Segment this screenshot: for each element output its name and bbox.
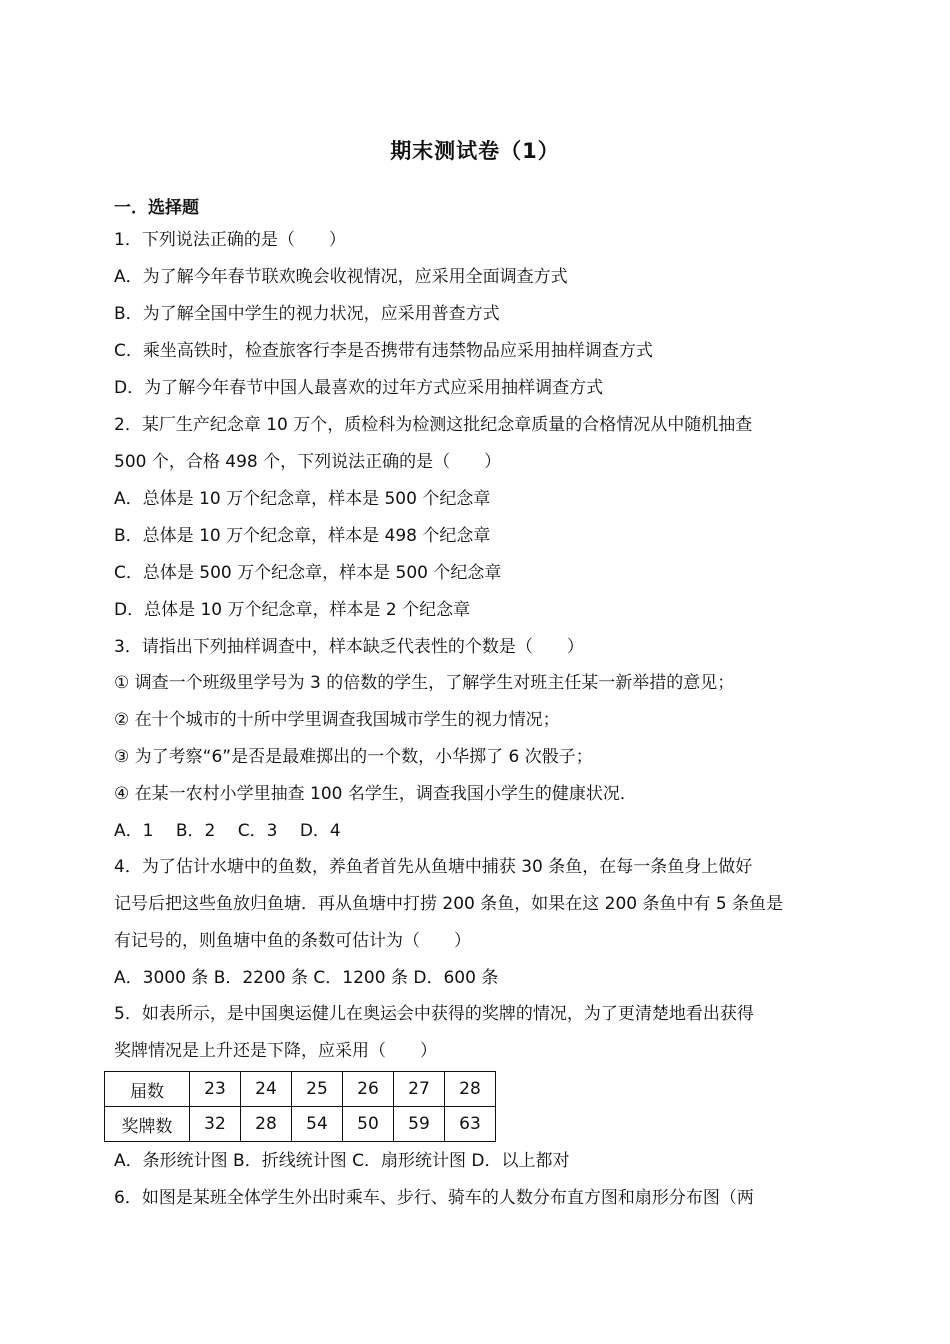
question-line: B．为了解全国中学生的视力状况，应采用普查方式 bbox=[114, 304, 500, 324]
table-cell: 54 bbox=[292, 1107, 343, 1142]
table-cell: 届数 bbox=[105, 1072, 190, 1107]
table-cell: 32 bbox=[190, 1107, 241, 1142]
table-cell: 26 bbox=[343, 1072, 394, 1107]
table-cell: 25 bbox=[292, 1072, 343, 1107]
question-line: 500 个，合格 498 个，下列说法正确的是（ ） bbox=[114, 452, 502, 472]
table-cell: 27 bbox=[394, 1072, 445, 1107]
question-line: A．1 B．2 C．3 D．4 bbox=[114, 821, 341, 841]
question-line: ④ 在某一农村小学里抽查 100 名学生，调查我国小学生的健康状况． bbox=[114, 784, 637, 804]
table-cell: 23 bbox=[190, 1072, 241, 1107]
page-title: 期末测试卷（1） bbox=[390, 139, 560, 163]
question-line: A．为了解今年春节联欢晚会收视情况，应采用全面调查方式 bbox=[114, 267, 568, 287]
table-cell: 28 bbox=[445, 1072, 496, 1107]
question-line: D．总体是 10 万个纪念章，样本是 2 个纪念章 bbox=[114, 600, 471, 620]
question-line: C．乘坐高铁时，检查旅客行李是否携带有违禁物品应采用抽样调查方式 bbox=[114, 341, 653, 361]
section-heading: 一．选择题 bbox=[114, 198, 199, 218]
question-line: C．总体是 500 万个纪念章，样本是 500 个纪念章 bbox=[114, 563, 502, 583]
question-line: B．总体是 10 万个纪念章，样本是 498 个纪念章 bbox=[114, 526, 491, 546]
question-line: A．条形统计图 B．折线统计图 C．扇形统计图 D．以上都对 bbox=[114, 1151, 570, 1171]
table-cell: 63 bbox=[445, 1107, 496, 1142]
question-line: 3．请指出下列抽样调查中，样本缺乏代表性的个数是（ ） bbox=[114, 637, 584, 657]
table-cell: 50 bbox=[343, 1107, 394, 1142]
question-line: 1．下列说法正确的是（ ） bbox=[114, 230, 346, 250]
question-line: ③ 为了考察“6”是否是最难掷出的一个数，小华掷了 6 次骰子； bbox=[114, 747, 593, 767]
medal-table bbox=[104, 1071, 496, 1142]
table-cell: 59 bbox=[394, 1107, 445, 1142]
question-line: ② 在十个城市的十所中学里调查我国城市学生的视力情况； bbox=[114, 710, 560, 730]
question-line: 记号后把这些鱼放归鱼塘．再从鱼塘中打捞 200 条鱼，如果在这 200 条鱼中有 5 条鱼是 bbox=[114, 894, 784, 914]
table-cell: 奖牌数 bbox=[105, 1107, 190, 1142]
question-line: A．总体是 10 万个纪念章，样本是 500 个纪念章 bbox=[114, 489, 491, 509]
question-line: 有记号的，则鱼塘中鱼的条数可估计为（ ） bbox=[114, 931, 471, 951]
question-line: A．3000 条 B．2200 条 C．1200 条 D．600 条 bbox=[114, 968, 499, 988]
table-cell: 24 bbox=[241, 1072, 292, 1107]
question-line: 奖牌情况是上升还是下降，应采用（ ） bbox=[114, 1041, 437, 1061]
table-row bbox=[105, 1072, 496, 1107]
table-row bbox=[105, 1107, 496, 1142]
question-line: 2．某厂生产纪念章 10 万个，质检科为检测这批纪念章质量的合格情况从中随机抽查 bbox=[114, 415, 753, 435]
question-line: 5．如表所示，是中国奥运健儿在奥运会中获得的奖牌的情况，为了更清楚地看出获得 bbox=[114, 1004, 754, 1024]
question-line: 4．为了估计水塘中的鱼数，养鱼者首先从鱼塘中捕获 30 条鱼，在每一条鱼身上做好 bbox=[114, 857, 753, 877]
question-line: ① 调查一个班级里学号为 3 的倍数的学生，了解学生对班主任某一新举措的意见； bbox=[114, 673, 735, 693]
question-line: 6．如图是某班全体学生外出时乘车、步行、骑车的人数分布直方图和扇形分布图（两 bbox=[114, 1188, 754, 1208]
table-cell: 28 bbox=[241, 1107, 292, 1142]
question-line: D．为了解今年春节中国人最喜欢的过年方式应采用抽样调查方式 bbox=[114, 378, 604, 398]
